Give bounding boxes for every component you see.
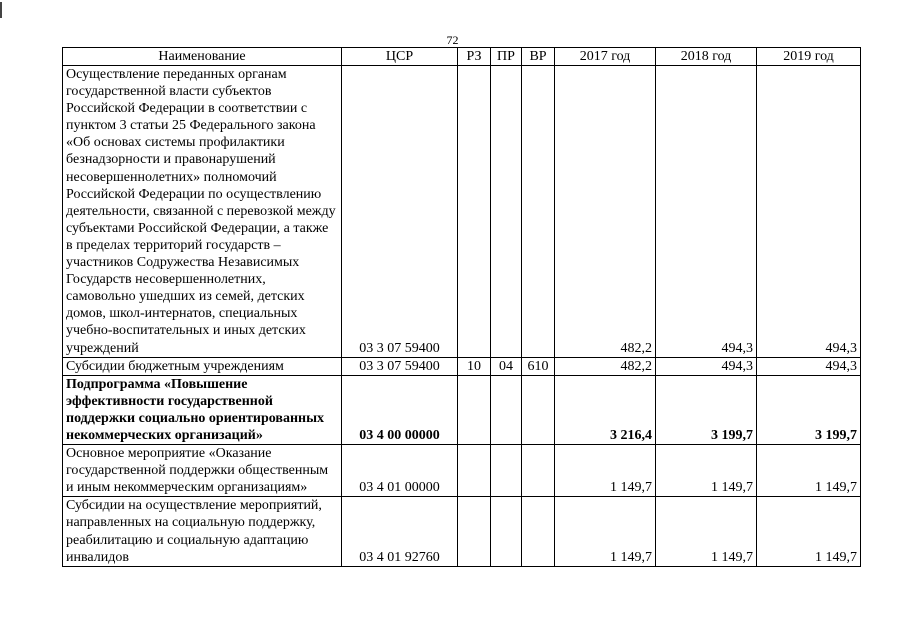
row-pr [491,375,522,444]
row-pr: 04 [491,357,522,375]
header-name: Наименование [63,48,342,66]
row-csr: 03 3 07 59400 [342,357,458,375]
row-name: Основное мероприятие «Оказание государственной поддержки общественным и иным некоммерческим организациям» [63,445,342,497]
row-name: Осуществление переданных органам государственной власти субъектов Российской Федерации в соответствии с пунктом 3 статьи 25 Федерального закона «Об основах системы профилактики безнадзорности и правонарушений несовершеннолетних» полномочий Российской Федерации по осуществлению деятельности, связанной с перевозкой между субъектами Российской Федерации, а также в пределах территорий государств – участников Содружества Независимых Государств несовершеннолетних, самовольно ушедших из семей, детских домов, школ-интернатов, специальных учебно-воспитательных и иных детских учреждений [63,66,342,358]
row-rz [458,375,491,444]
row-2019: 3 199,7 [757,375,861,444]
header-row [63,48,861,66]
header-vr: ВР [522,48,555,66]
row-2019: 494,3 [757,357,861,375]
row-2018: 1 149,7 [656,497,757,566]
row-2018: 1 149,7 [656,445,757,497]
row-pr [491,497,522,566]
page-number: 72 [446,33,459,47]
row-rz [458,497,491,566]
row-2018: 3 199,7 [656,375,757,444]
header-2018: 2018 год [656,48,757,66]
row-vr [522,375,555,444]
row-csr: 03 4 01 00000 [342,445,458,497]
row-csr: 03 4 00 00000 [342,375,458,444]
row-2017: 1 149,7 [555,445,656,497]
row-rz: 10 [458,357,491,375]
budget-table [62,47,861,567]
row-csr: 03 3 07 59400 [342,66,458,358]
row-2017: 482,2 [555,357,656,375]
row-name: Субсидии на осуществление мероприятий, направленных на социальную поддержку, реабилитацию и социальную адаптацию инвалидов [63,497,342,566]
row-vr [522,66,555,358]
row-csr: 03 4 01 92760 [342,497,458,566]
row-pr [491,445,522,497]
header-2017: 2017 год [555,48,656,66]
row-name: Подпрограмма «Повышение эффективности государственной поддержки социально ориентированных некоммерческих организаций» [63,375,342,444]
row-2019: 1 149,7 [757,497,861,566]
table-row [63,66,861,358]
row-vr [522,445,555,497]
row-2017: 3 216,4 [555,375,656,444]
row-pr [491,66,522,358]
row-rz [458,445,491,497]
table-row-subprogram [63,375,861,444]
row-vr [522,497,555,566]
row-2017: 482,2 [555,66,656,358]
table-row [63,445,861,497]
row-2018: 494,3 [656,66,757,358]
row-2019: 494,3 [757,66,861,358]
row-rz [458,66,491,358]
header-rz: РЗ [458,48,491,66]
header-pr: ПР [491,48,522,66]
row-2017: 1 149,7 [555,497,656,566]
page-edge-mark [0,2,2,18]
row-2018: 494,3 [656,357,757,375]
table-row [63,357,861,375]
table-row [63,497,861,566]
row-name: Субсидии бюджетным учреждениям [63,357,342,375]
row-vr: 610 [522,357,555,375]
header-csr: ЦСР [342,48,458,66]
header-2019: 2019 год [757,48,861,66]
row-2019: 1 149,7 [757,445,861,497]
